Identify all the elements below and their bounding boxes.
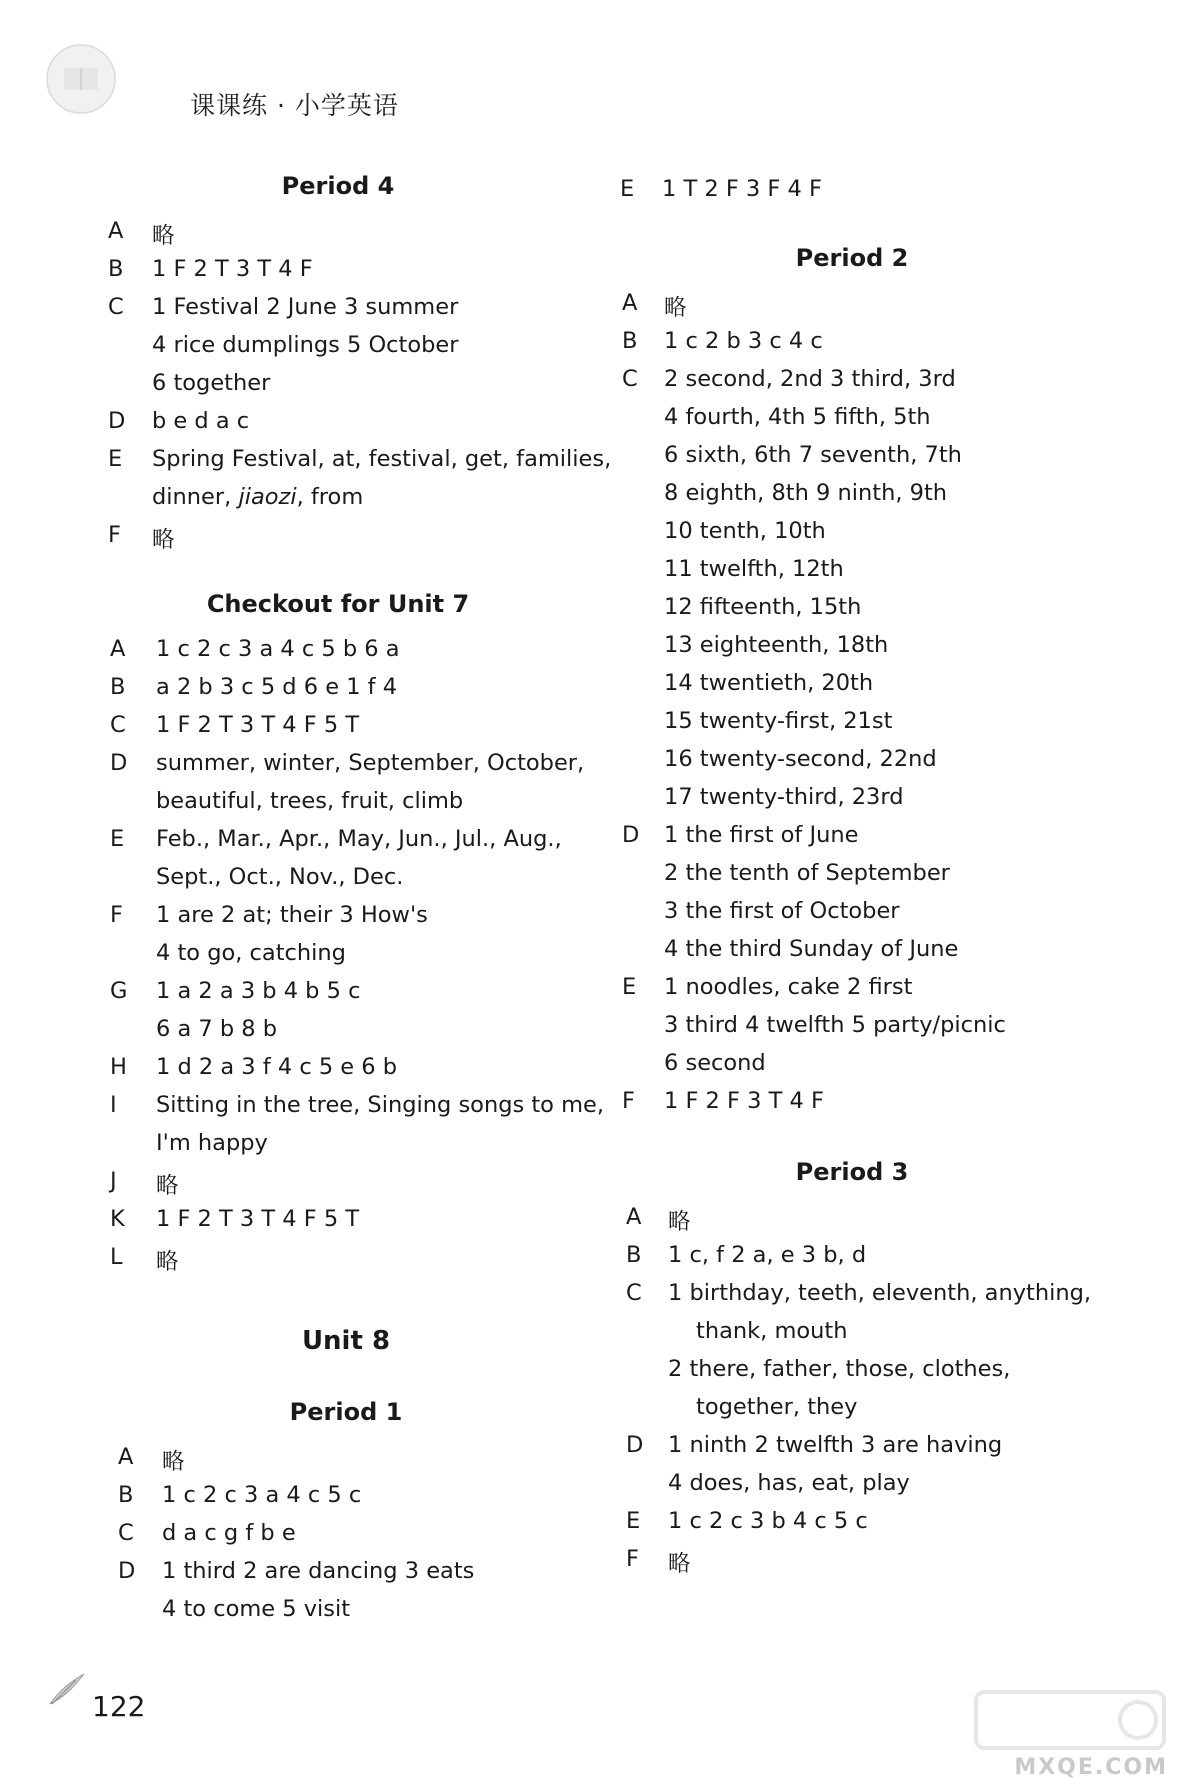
period3-title: Period 3	[795, 1158, 909, 1186]
feather-icon	[46, 1668, 86, 1708]
header-title: 课课练 · 小学英语	[190, 91, 399, 120]
page-number: 122	[92, 1690, 146, 1723]
period4-title: Period 4	[281, 172, 395, 200]
unit8-title: Unit 8	[301, 1326, 391, 1356]
book-logo-icon	[42, 40, 120, 118]
checkout-title: Checkout for Unit 7	[206, 590, 470, 618]
period2-title: Period 2	[795, 244, 909, 272]
period1-title: Period 1	[289, 1398, 403, 1426]
watermark-text: MXQE.COM	[1014, 1755, 1168, 1780]
